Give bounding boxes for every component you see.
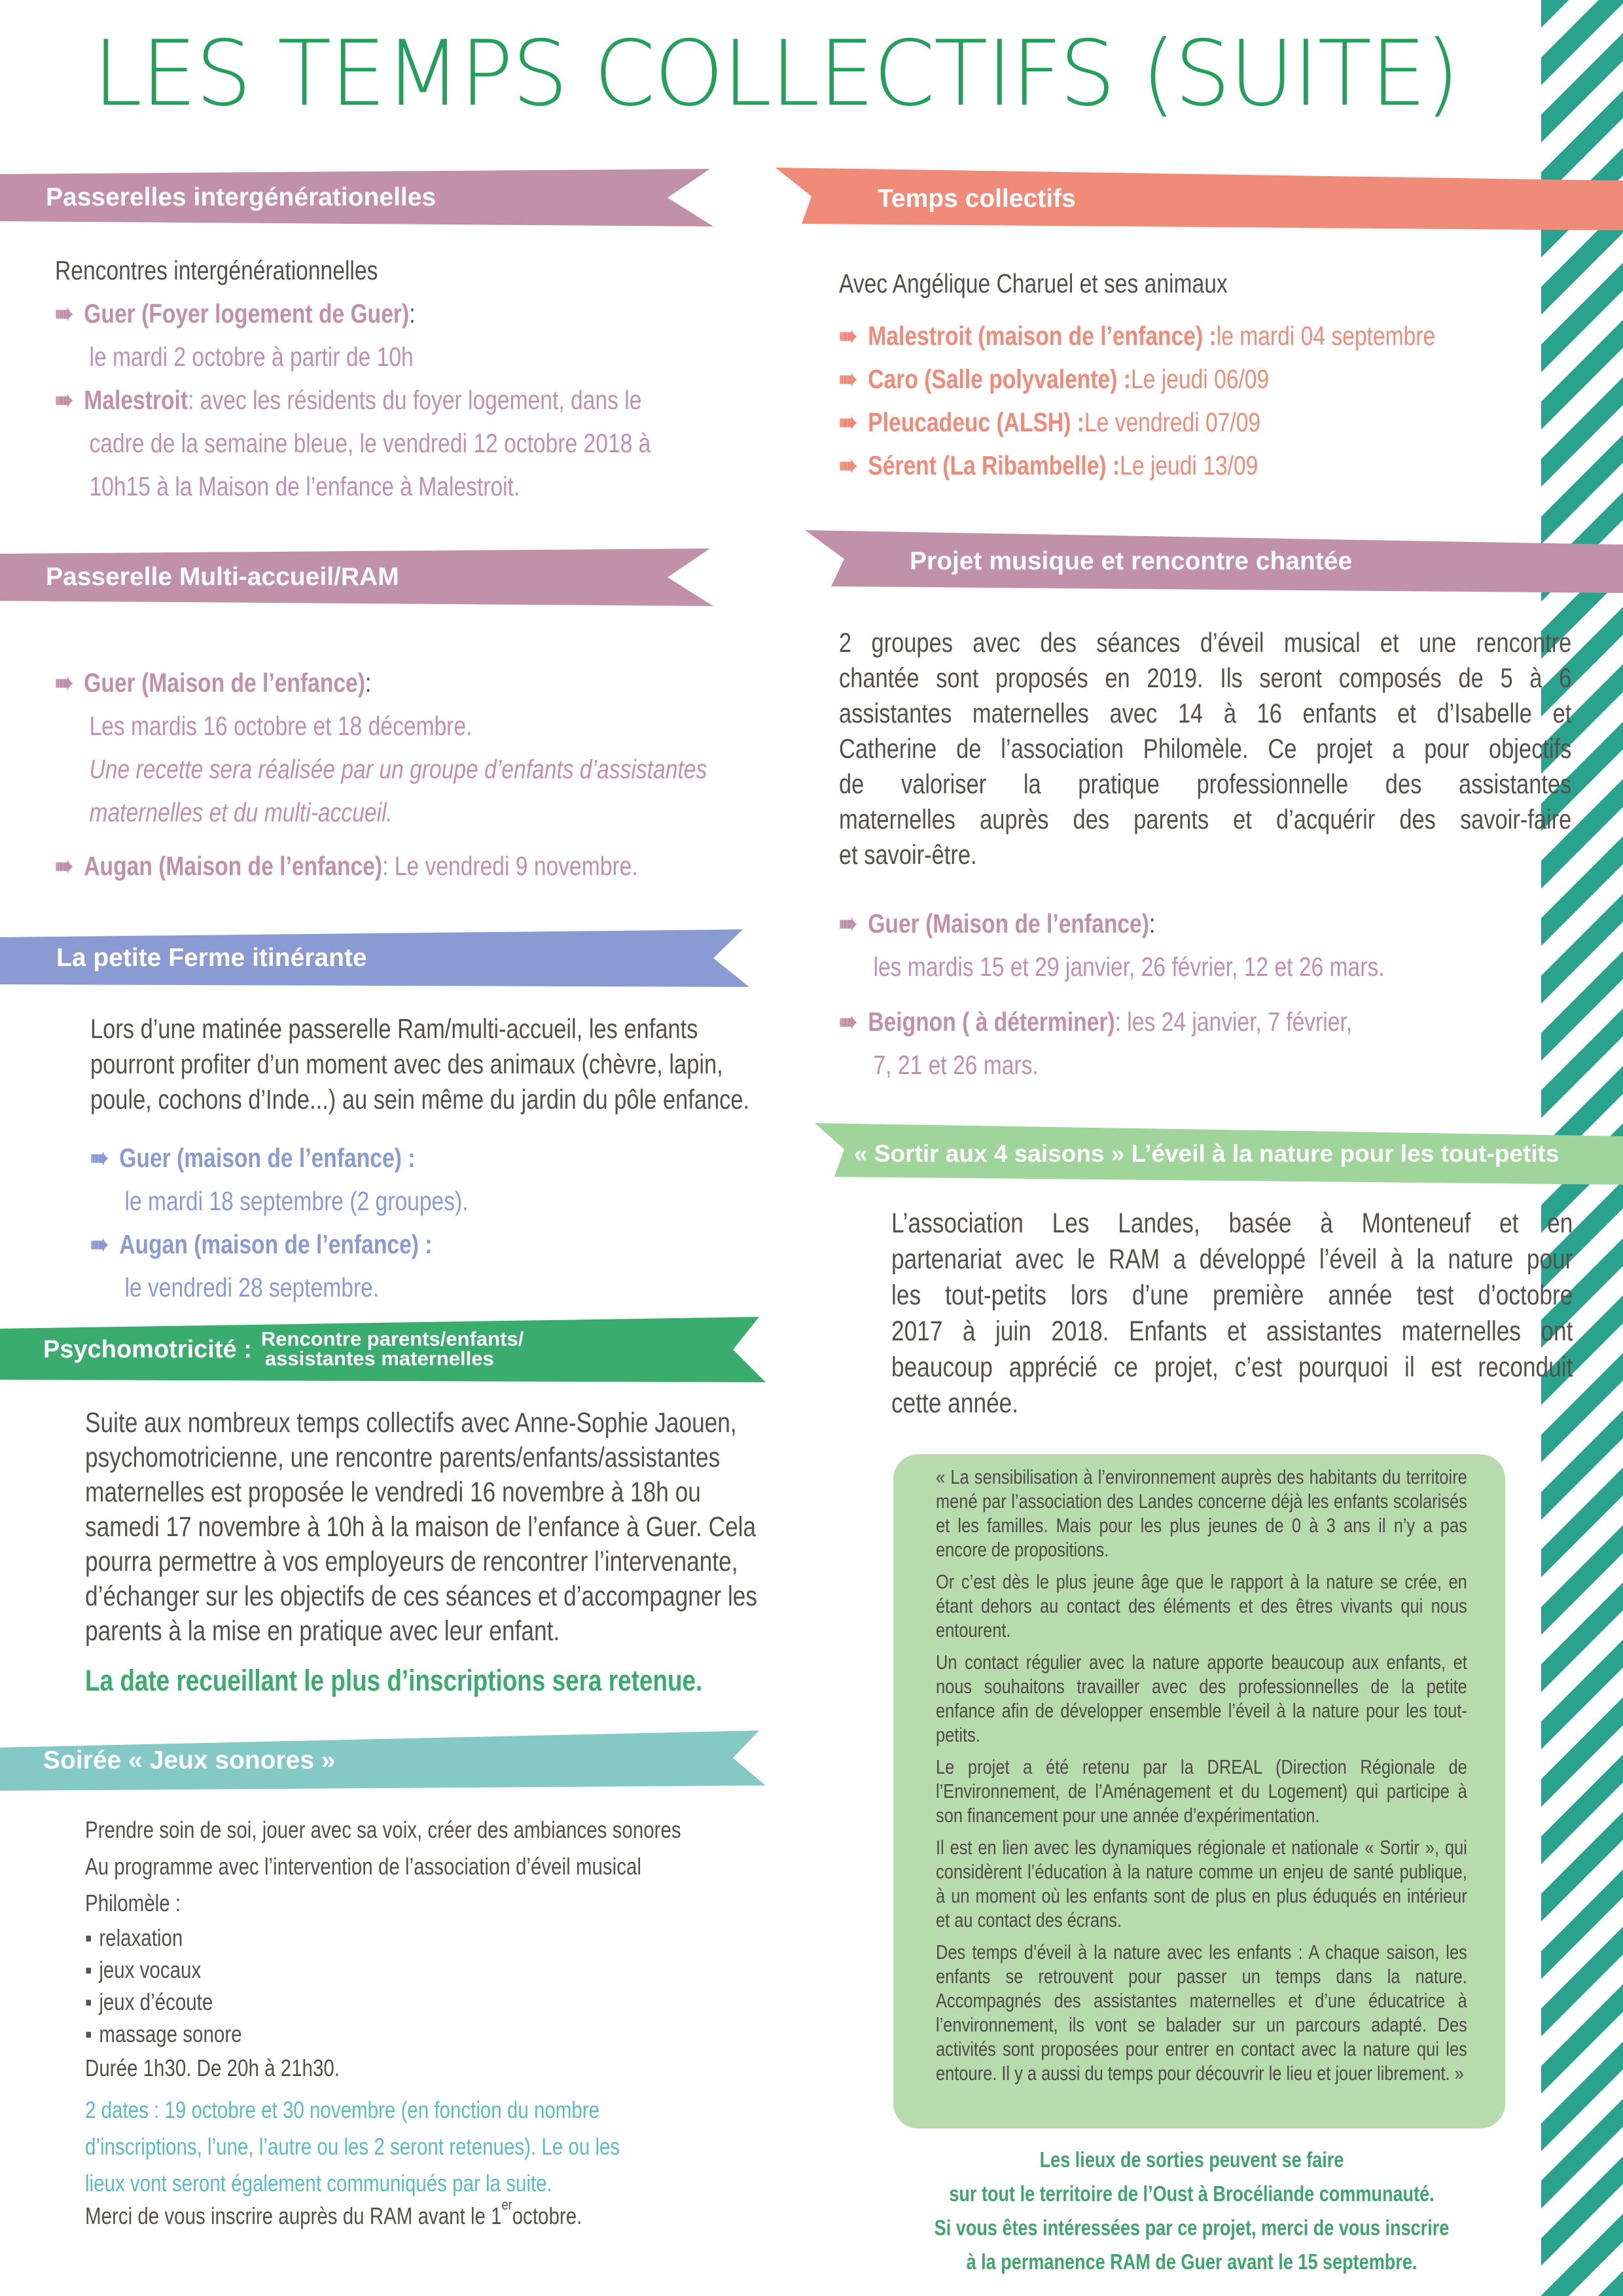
bullet-text: jeux vocaux	[99, 1956, 202, 1983]
text-line: Au programme avec l’intervention de l’association d’éveil musical	[85, 1853, 641, 1880]
description: cadre de la semaine bleue, le vendredi 12 octobre 2018 à	[89, 428, 651, 458]
paragraph-line: poule, cochons d’Inde...) au sein même du jardin du pôle enfance.	[90, 1084, 750, 1115]
intro: Rencontres intergénérationnelles	[55, 255, 378, 285]
paragraph-line: parents à la mise en pratique avec leur enfant.	[85, 1615, 560, 1647]
paragraph-line: 2 groupes avec des séances d’éveil musical et une rencontre	[839, 627, 1572, 658]
date-text: : les 24 janvier, 7 février,	[1115, 1007, 1353, 1037]
text-line: 2 dates : 19 octobre et 30 novembre (en fonction du nombre	[85, 2096, 600, 2123]
section-heading: Passerelle Multi-accueil/RAM	[46, 563, 399, 591]
description: 10h15 à la Maison de l’enfance à Malestroit.	[89, 471, 520, 501]
date-text: Le vendredi 07/09	[1084, 407, 1261, 437]
bullet-item: ▪ relaxation	[85, 1922, 783, 1954]
ribbon-temps-collectifs	[776, 168, 1623, 230]
date-text: le mardi 18 septembre (2 groupes).	[124, 1186, 469, 1216]
place: Augan (Maison de l’enfance)	[84, 851, 383, 881]
psycho-content	[85, 1406, 836, 1698]
date-text: les mardis 15 et 29 janvier, 26 février, 12 et 26 mars.	[873, 952, 1385, 982]
paragraph-line: Suite aux nombreux temps collectifs avec Anne-Sophie Jaouen,	[85, 1407, 737, 1439]
arrow-icon: ➠	[55, 668, 74, 698]
list-item	[839, 1000, 1537, 1043]
arrow-icon: ➠	[55, 851, 74, 881]
subheading-line: Rencontre parents/enfants/	[260, 1327, 524, 1350]
section-heading: « Sortir aux 4 saisons » L’éveil à la nature pour les tout-petits	[854, 1140, 1560, 1167]
bullet-item: ▪ jeux d’écoute	[85, 1986, 783, 2018]
list-item	[839, 902, 1537, 945]
musique-list	[839, 902, 1537, 1086]
ferme-list	[90, 1136, 713, 1309]
list-item	[90, 1136, 713, 1179]
highlight-text: La date recueillant le plus d’inscriptions sera retenue.	[85, 1664, 703, 1697]
note: Une recette sera réalisée par un groupe d’enfants d’assistantes	[89, 754, 707, 784]
ribbon-psycho	[0, 1317, 766, 1382]
list-item	[839, 314, 1537, 357]
paragraph-line: maternelles auprès des parents et d’acquérir des savoir-faire	[839, 804, 1572, 834]
date-text: Le jeudi 13/09	[1120, 450, 1258, 480]
date-text: le vendredi 28 septembre.	[124, 1272, 380, 1302]
musique-content	[839, 625, 1571, 872]
section-heading: Psychomotricité :	[43, 1335, 252, 1363]
quote-paragraph: Or c’est dès le plus jeune âge que le rapport à la nature se crée, en étant dehors au contact des éléments et des êtres vivants qui nous entourent.	[936, 1570, 1467, 1641]
paragraph-line: Catherine de l’association Philomèle. Ce projet a pour objectifs	[839, 733, 1572, 764]
paragraph-line: beaucoup apprécié ce projet, c’est pourquoi il est reconduit	[891, 1352, 1573, 1383]
paragraph-line: L’association Les Landes, basée à Monteneuf et en	[891, 1208, 1573, 1239]
note: maternelles et du multi-accueil.	[89, 797, 393, 827]
list-item	[55, 661, 677, 704]
quote-paragraph: « La sensibilisation à l’environnement auprès des habitants du territoire mené par l’association des Landes concerne déjà les enfants scolarisés et les familles. Mais pour les plus jeunes de 0 à 3 ans il n’y a pas encore de propositions.	[936, 1465, 1467, 1561]
bullet-item: ▪ massage sonore	[85, 2018, 783, 2050]
arrow-icon: ➠	[839, 407, 858, 437]
section-heading: Projet musique et rencontre chantée	[910, 547, 1353, 575]
quote-paragraph: Un contact régulier avec la nature apporte beaucoup aux enfants, et nous souhaitons travailler avec des professionnelles de la petite enfance afin de développer ensemble l’éveil à la nature pour les tout-petits.	[936, 1651, 1467, 1746]
paragraph-line: et savoir-être.	[839, 839, 977, 870]
deadline-text: octobre.	[512, 2202, 582, 2229]
quote-text	[936, 1465, 1467, 2093]
place: Caro (Salle polyvalente) :	[868, 364, 1131, 394]
date-text: 7, 21 et 26 mars.	[873, 1050, 1039, 1080]
deadline-text: Merci de vous inscrire auprès du RAM avant le 1	[85, 2202, 502, 2229]
deadline	[85, 2197, 783, 2231]
quote-paragraph: Des temps d’éveil à la nature avec les enfants : A chaque saison, les enfants se retrouvent pour passer un temps dans la nature. Accompagnés des assistantes maternelles et d’une éducatrice à l’environnement, ils vont se balader sur un parcours adapté. Des activités sont proposées pour entrer en contact avec la nature qui les entoure. Il y a aussi du temps pour découvrir le lieu et jouer librement. »	[936, 1941, 1467, 2085]
list-item	[839, 357, 1537, 401]
paragraph-line: psychomotricienne, une rencontre parents/enfants/assistantes	[85, 1442, 721, 1473]
list-item	[839, 401, 1537, 444]
passerelles-content	[55, 249, 677, 508]
ribbon-ferme	[0, 929, 749, 987]
description: : avec les résidents du foyer logement, dans le	[188, 385, 642, 415]
list-item	[55, 292, 677, 335]
place: Guer (Maison de l’enfance)	[84, 668, 365, 698]
temps-content	[839, 262, 1537, 487]
bullet-text: massage sonore	[99, 2020, 242, 2047]
text-line: d’inscriptions, l’une, l’autre ou les 2 seront retenues). Le ou les	[85, 2133, 620, 2160]
text-line: Prendre soin de soi, jouer avec sa voix, créer des ambiances sonores	[85, 1816, 681, 1843]
place: Pleucadeuc (ALSH) :	[868, 407, 1084, 437]
ribbon-passerelles	[0, 169, 713, 226]
section-heading: La petite Ferme itinérante	[56, 944, 367, 972]
section-heading: Soirée « Jeux sonores »	[43, 1746, 336, 1774]
section-heading: Passerelles intergénérationelles	[46, 183, 437, 211]
list-item	[90, 1223, 713, 1266]
ribbon-musique	[805, 530, 1623, 593]
list-item	[839, 444, 1537, 487]
ribbon-multi-accueil	[0, 548, 713, 606]
paragraph-line: d’échanger sur les objectifs de ces séances et d’accompagner les	[85, 1581, 758, 1612]
paragraph-line: chantée sont proposés en 2019. Ils seront composés de 5 à 6	[839, 662, 1572, 693]
list-item	[55, 844, 677, 888]
subheading-line: assistantes maternelles	[264, 1347, 494, 1370]
place: Augan (maison de l’enfance) :	[119, 1229, 433, 1259]
arrow-icon: ➠	[839, 450, 858, 480]
place: Guer (Foyer logement de Guer)	[84, 298, 410, 329]
soiree-content	[85, 1812, 783, 2231]
paragraph-line: les tout-petits lors d’une première année test d’octobre	[891, 1280, 1573, 1311]
section-heading: Temps collectifs	[878, 185, 1076, 213]
footer-line: sur tout le territoire de l’Oust à Brocéliande communauté.	[949, 2181, 1435, 2206]
arrow-icon: ➠	[55, 385, 74, 415]
arrow-icon: ➠	[839, 1007, 858, 1037]
paragraph-line: Lors d’une matinée passerelle Ram/multi-accueil, les enfants	[90, 1013, 698, 1044]
bullet-text: jeux d’écoute	[99, 1988, 213, 2015]
separator: :	[1149, 908, 1156, 939]
bullet-text: relaxation	[99, 1924, 183, 1951]
place: Guer (Maison de l’enfance)	[868, 908, 1149, 939]
bullet-item: ▪ jeux vocaux	[85, 1954, 783, 1986]
paragraph-line: pourra permettre à vos employeurs de rencontrer l’intervenante,	[85, 1546, 738, 1577]
ribbon-sortir	[815, 1123, 1623, 1185]
date-text: Le jeudi 06/09	[1130, 364, 1270, 394]
paragraph-line: de valoriser la pratique professionnelle des assistantes	[839, 768, 1572, 799]
place: Beignon ( à déterminer)	[868, 1007, 1115, 1037]
arrow-icon: ➠	[839, 364, 858, 394]
bullet-list	[85, 1922, 783, 2050]
paragraph-line: cette année.	[891, 1388, 1019, 1419]
date-text: le mardi 2 octobre à partir de 10h	[89, 342, 414, 372]
text-line: Philomèle :	[85, 1890, 181, 1916]
place: Sérent (La Ribambelle) :	[868, 450, 1120, 480]
footer-line: Les lieux de sorties peuvent se faire	[1039, 2147, 1344, 2172]
paragraph-line: partenariat avec le RAM a développé l’éveil à la nature pour	[891, 1244, 1573, 1275]
superscript: er	[501, 2197, 512, 2213]
arrow-icon: ➠	[839, 908, 858, 939]
paragraph-line: assistantes maternelles avec 14 à 16 enfants et d’Isabelle et	[839, 698, 1572, 728]
ferme-content	[90, 1011, 831, 1117]
footer-line: Si vous êtes intéressées par ce projet, merci de vous inscrire	[934, 2215, 1450, 2240]
place: Malestroit	[84, 385, 188, 415]
separator: :	[409, 298, 416, 329]
place: Guer (maison de l’enfance) :	[119, 1143, 416, 1173]
arrow-icon: ➠	[90, 1143, 109, 1173]
section-subheading	[252, 1329, 524, 1369]
arrow-icon: ➠	[55, 298, 74, 329]
place: Malestroit (maison de l’enfance) :	[868, 321, 1217, 351]
date-text: : Le vendredi 9 novembre.	[382, 851, 638, 881]
quote-paragraph: Le projet a été retenu par la DREAL (Direction Régionale de l’Environnement, de l’Aménagement et du Logement) qui participe à son financement pour une année d’expérimentation.	[936, 1755, 1467, 1827]
date-text: Les mardis 16 octobre et 18 décembre.	[89, 711, 473, 741]
paragraph-line: samedi 17 novembre à 10h à la maison de l’enfance à Guer. Cela	[85, 1511, 757, 1543]
paragraph-line: 2017 à juin 2018. Enfants et assistantes maternelles ont	[891, 1316, 1573, 1347]
text-line: lieux vont seront également communiqués par la suite.	[85, 2170, 552, 2197]
date-text: le mardi 04 septembre	[1216, 321, 1436, 351]
paragraph-line: maternelles est proposée le vendredi 16 novembre à 18h ou	[85, 1477, 701, 1508]
multi-content	[55, 661, 707, 888]
page-title: LES TEMPS COLLECTIFS (SUITE)	[93, 21, 1459, 126]
footer-note	[897, 2143, 1487, 2279]
arrow-icon: ➠	[90, 1229, 109, 1259]
separator: :	[365, 668, 372, 698]
footer-line: à la permanence RAM de Guer avant le 15 septembre.	[966, 2250, 1418, 2274]
duration: Durée 1h30. De 20h à 21h30.	[85, 2054, 340, 2081]
paragraph-line: pourront profiter d’un moment avec des animaux (chèvre, lapin,	[90, 1049, 723, 1079]
intro: Avec Angélique Charuel et ses animaux	[839, 268, 1228, 298]
list-item	[55, 378, 677, 422]
quote-paragraph: Il est en lien avec les dynamiques régionale et nationale « Sortir », qui considèrent l’éducation à la nature comme un enjeu de santé publique, à un moment où les enfants sont de plus en plus éduqués en intérieur et au contact des écrans.	[936, 1836, 1467, 1931]
sortir-content	[891, 1206, 1573, 1422]
arrow-icon: ➠	[839, 321, 858, 351]
ribbon-soiree	[0, 1731, 766, 1791]
